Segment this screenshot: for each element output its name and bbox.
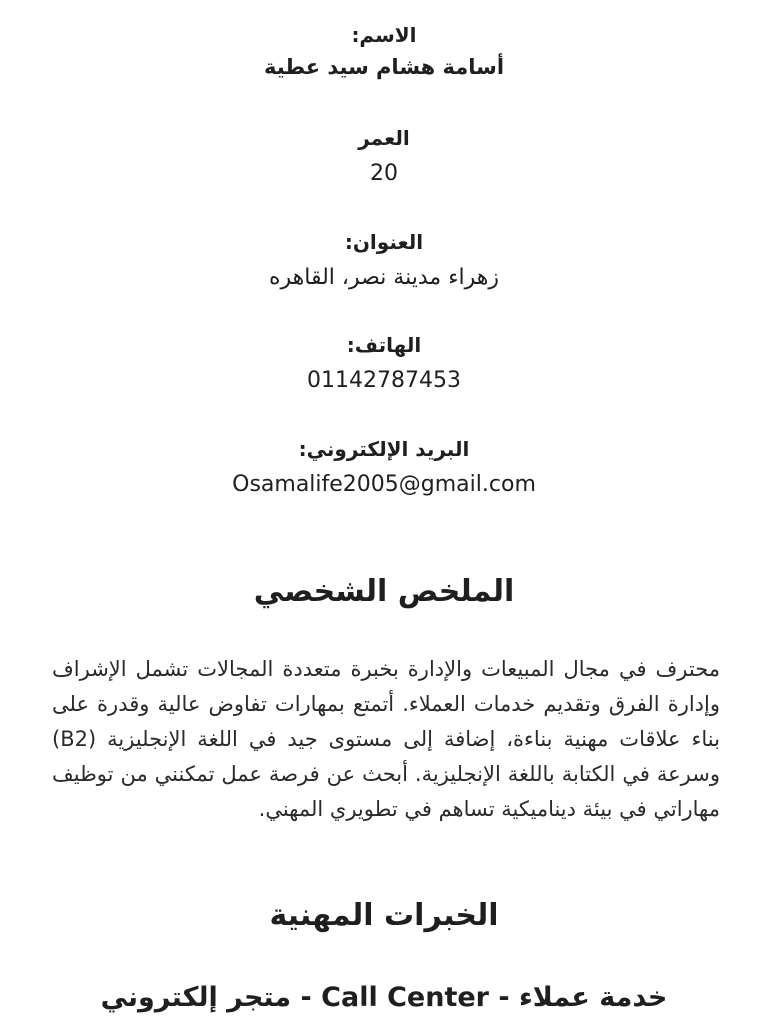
address-value: زهراء مدينة نصر، القاهره (268, 265, 500, 290)
phone-label: الهاتف: (346, 333, 422, 357)
email-value: Osamalife2005@gmail.com (232, 472, 536, 497)
summary-text: محترف في مجال المبيعات والإدارة بخبرة متعددة المجالات تشمل الإشراف وإدارة الفرق وتقديم خدمات العملاء. أتمتع بمهارات تفاوض عالية وقدرة على بناء علاقات مهنية بناءة، إضافة إلى مستوى جيد في اللغة الإنجليزية (B2) وسرعة في الكتابة باللغة الإنجليزية. أبحث عن فرصة عمل تمكنني من توظيف مهاراتي في بيئة ديناميكية تساهم في تطويري المهني. (52, 657, 720, 821)
job-title: خدمة عملاء - Call Center - متجر إلكتروني (100, 982, 668, 1013)
experience-heading: الخبرات المهنية (269, 898, 499, 933)
address-field (0, 227, 768, 295)
age-label: العمر (358, 126, 410, 150)
age-field (0, 123, 768, 191)
name-value: أسامة هشام سيد عطية (263, 55, 505, 79)
age-value: 20 (370, 161, 398, 186)
email-label: البريد الإلكتروني: (298, 437, 470, 461)
email-field (0, 434, 768, 502)
phone-value: 01142787453 (307, 368, 461, 393)
phone-field (0, 330, 768, 398)
summary-heading: الملخص الشخصي (253, 574, 515, 609)
address-label: العنوان: (344, 230, 424, 254)
name-label: الاسم: (351, 23, 417, 47)
name-field (0, 20, 768, 84)
